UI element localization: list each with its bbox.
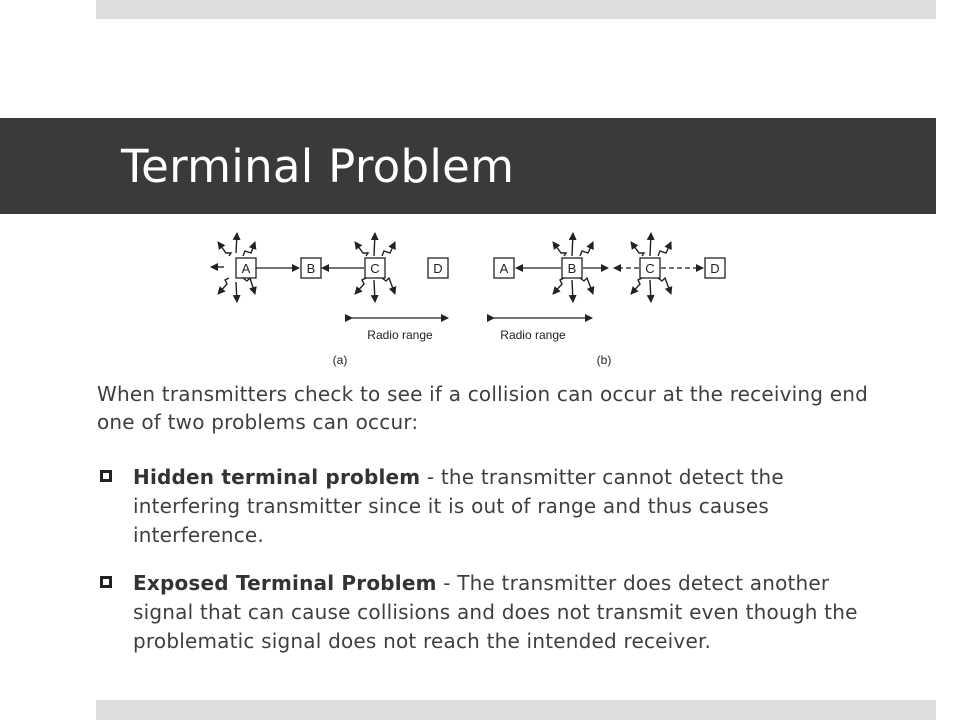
bullet-description: - The transmitter does detect another signal that can cause collisions and does not transmit even though the problematic signal does not reach the intended receiver. bbox=[133, 571, 858, 653]
slide-title: Terminal Problem bbox=[121, 140, 515, 193]
top-decorative-band bbox=[96, 0, 936, 19]
bullet-description: - the transmitter cannot detect the interfering transmitter since it is out of range and thus causes interference. bbox=[133, 465, 784, 547]
bullet-hidden-terminal bbox=[100, 463, 860, 550]
node-d-label: D bbox=[433, 261, 443, 276]
square-bullet-icon bbox=[100, 576, 112, 588]
terminal-diagram bbox=[200, 218, 740, 368]
bottom-decorative-band bbox=[96, 700, 936, 720]
bullet-term: Exposed Terminal Problem bbox=[133, 571, 437, 595]
diagram-a bbox=[211, 233, 448, 367]
diagram-b bbox=[494, 233, 725, 367]
node-a-label: A bbox=[241, 261, 251, 276]
intro-text: When transmitters check to see if a collision can occur at the receiving end one of two problems can occur: bbox=[97, 382, 869, 434]
radio-range-label-b: Radio range bbox=[500, 328, 566, 342]
bullet-text bbox=[133, 463, 860, 550]
node-b-b-label: B bbox=[567, 261, 577, 276]
caption-b: (b) bbox=[596, 353, 612, 367]
node-b-label: B bbox=[306, 261, 316, 276]
bullet-term: Hidden terminal problem bbox=[133, 465, 421, 489]
bullet-exposed-terminal bbox=[100, 569, 860, 656]
caption-a: (a) bbox=[332, 353, 348, 367]
node-b-a-label: A bbox=[499, 261, 509, 276]
node-b-d-label: D bbox=[710, 261, 720, 276]
bullet-text bbox=[133, 569, 860, 656]
square-bullet-icon bbox=[100, 470, 112, 482]
node-b-c-label: C bbox=[645, 261, 655, 276]
radio-range-label-a: Radio range bbox=[367, 328, 433, 342]
node-c-label: C bbox=[370, 261, 380, 276]
